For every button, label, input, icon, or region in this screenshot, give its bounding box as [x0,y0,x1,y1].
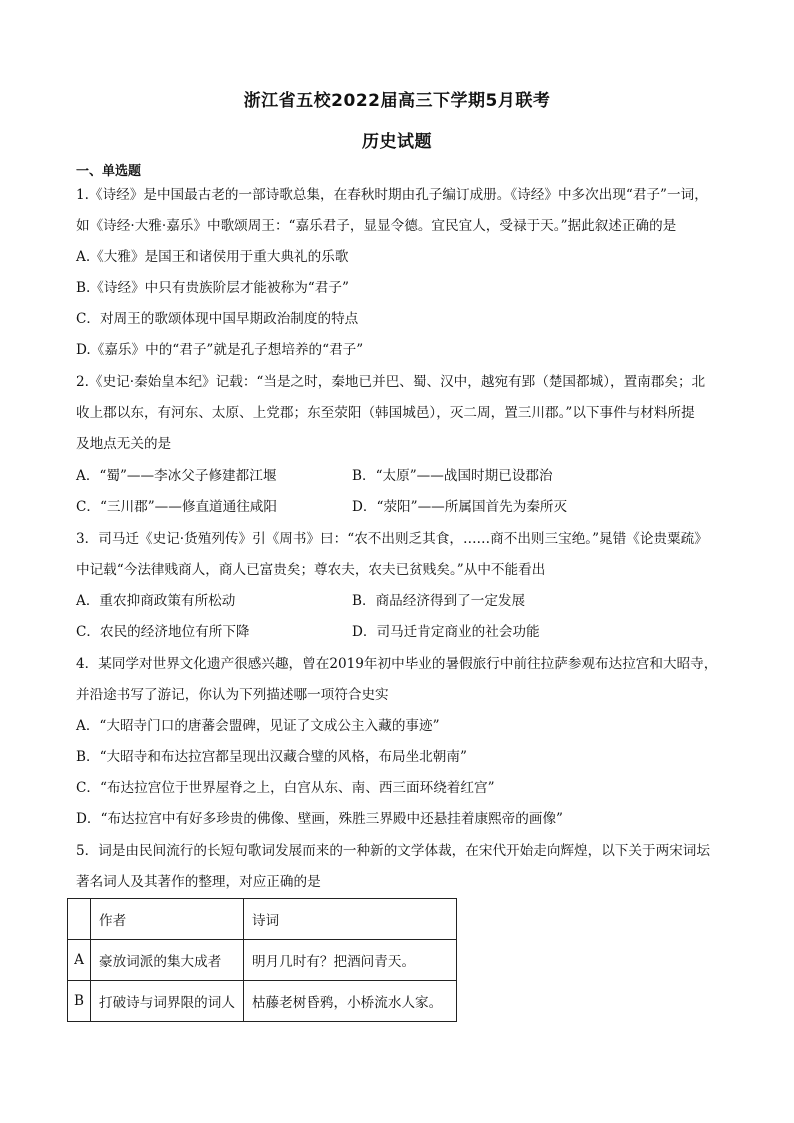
table-header-row [68,899,457,940]
table-row [68,981,457,1022]
question-3-line-2: 中记载“今法律贱商人，商人已富贵矣；尊农夫，农夫已贫贱矣。”从中不能看出 [76,562,546,578]
question-3-line-1: 3．司马迁《史记·货殖列传》引《周书》曰：“农不出则乏其食，……商不出则三宝绝。”晁错《论贵粟疏》 [76,531,708,547]
table-cell: 明月几时有？把酒问青天。 [243,940,456,981]
question-1-option-c: C．对周王的歌颂体现中国早期政治制度的特点 [76,311,359,327]
question-2-option-d: D．“荥阳”——所属国首先为秦所灭 [352,499,568,515]
question-2-line-3: 及地点无关的是 [76,436,172,452]
question-1-line-1: 1.《诗经》是中国最古老的一部诗歌总集，在春秋时期由孔子编订成册。《诗经》中多次出现“君子”一词， [76,187,708,203]
table-row [68,940,457,981]
question-1-line-2: 如《诗经·大雅·嘉乐》中歌颂周王：“嘉乐君子，显显令德。宜民宜人，受禄于天。”据此叙述正确的是 [76,218,677,234]
question-1-option-d: D.《嘉乐》中的“君子”就是孔子想培养的“君子” [76,342,364,358]
question-3-option-a: A．重农抑商政策有所松动 [76,593,236,609]
question-1-option-b: B.《诗经》中只有贵族阶层才能被称为“君子” [76,280,349,296]
question-3-option-d: D．司马迁肯定商业的社会功能 [352,624,540,640]
table-header-cell: 作者 [91,899,244,940]
question-4-option-d: D．“布达拉宫中有好多珍贵的佛像、壁画，殊胜三界殿中还悬挂着康熙帝的画像” [76,811,563,827]
question-2-option-b: B．“太原”——战国时期已设郡治 [352,468,553,484]
poets-table [67,898,457,1022]
table-cell: 豪放词派的集大成者 [91,940,244,981]
section-heading: 一、单选题 [76,164,142,179]
question-4-option-b: B．“大昭寺和布达拉宫都呈现出汉藏合璧的风格，布局坐北朝南” [76,749,467,765]
question-4-line-1: 4．某同学对世界文化遗产很感兴趣，曾在2019年初中毕业的暑假旅行中前往拉萨参观布达拉宫和大昭寺， [76,656,718,672]
question-2-line-2: 收上郡以东，有河东、太原、上党郡；东至荥阳（韩国城邑），灭二周，置三川郡。”以下事件与材料所提 [76,405,695,421]
question-2-option-a: A．“蜀”——李冰父子修建都江堰 [76,468,277,484]
question-4-option-c: C．“布达拉宫位于世界屋脊之上，白宫从东、南、西三面环绕着红宫” [76,780,495,796]
question-3-option-b: B．商品经济得到了一定发展 [352,593,526,609]
table-cell: 枯藤老树昏鸦，小桥流水人家。 [243,981,456,1022]
question-2-option-c: C．“三川郡”——修直道通往咸阳 [76,499,278,515]
table-cell: A [68,940,91,981]
exam-title: 浙江省五校2022届高三下学期5月联考 [243,91,551,111]
question-5-line-2: 著名词人及其著作的整理，对应正确的是 [76,874,321,890]
question-3-option-c: C．农民的经济地位有所下降 [76,624,250,640]
exam-subtitle: 历史试题 [362,132,432,152]
question-2-line-1: 2.《史记·秦始皇本纪》记载：“当是之时，秦地已并巴、蜀、汉中，越宛有郢（楚国都城），置南郡矣；北 [76,374,706,390]
table-cell: 打破诗与词界限的词人 [91,981,244,1022]
question-5-line-1: 5．词是由民间流行的长短句歌词发展而来的一种新的文学体裁，在宋代开始走向辉煌，以下关于两宋词坛 [76,843,710,859]
question-1-option-a: A.《大雅》是国王和诸侯用于重大典礼的乐歌 [76,249,349,265]
question-4-line-2: 并沿途书写了游记，你认为下列描述哪一项符合史实 [76,687,389,703]
table-cell: B [68,981,91,1022]
question-4-option-a: A．“大昭寺门口的唐蕃会盟碑，见证了文成公主入藏的事迹” [76,718,440,734]
table-header-cell: 诗词 [243,899,456,940]
table-header-cell [68,899,91,940]
